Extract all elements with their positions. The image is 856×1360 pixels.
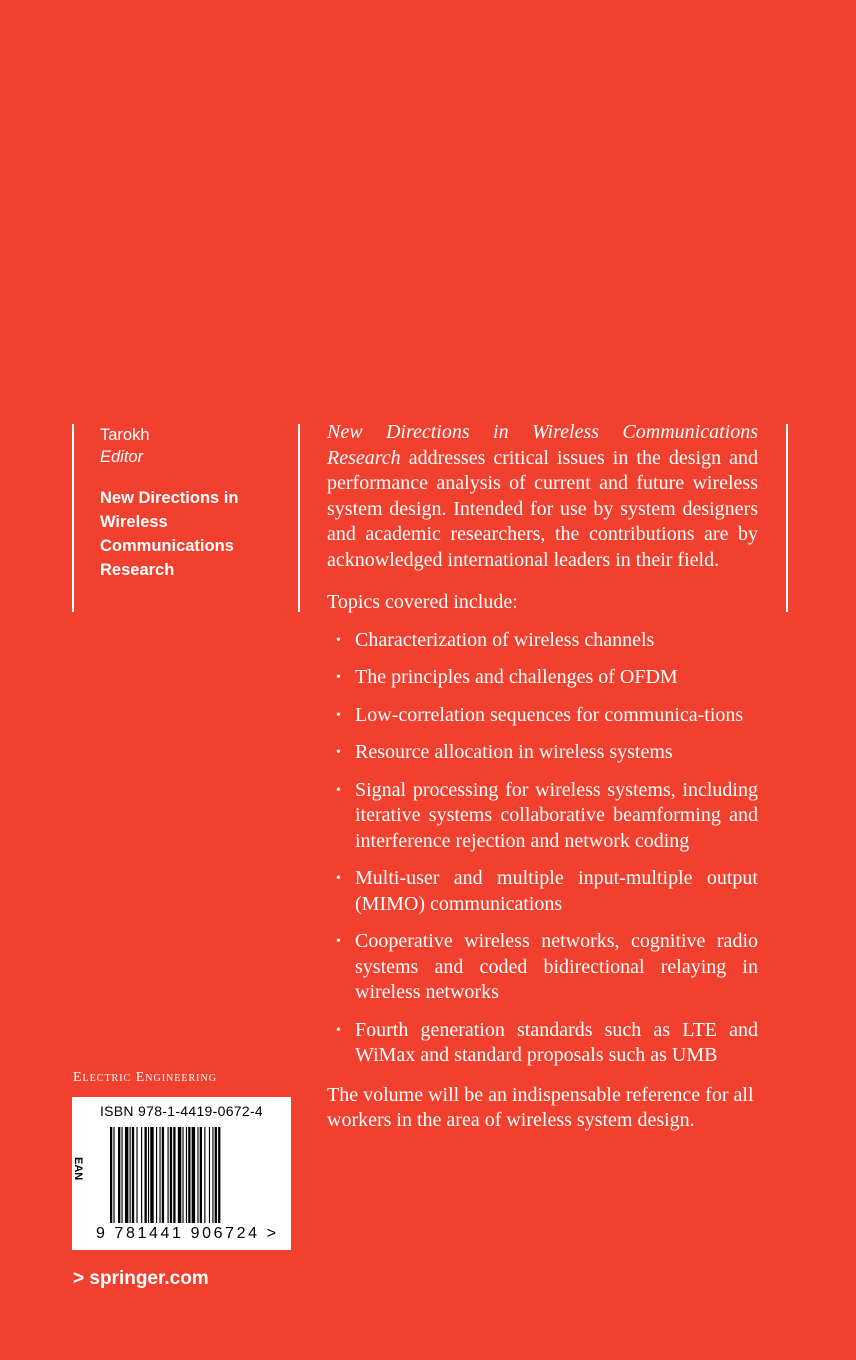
barcode-digits: 9 781441 906724 >: [96, 1225, 279, 1242]
topic-item: • Fourth generation standards such as LTE and WiMax and standard proposals such as UMB: [327, 1018, 758, 1069]
topic-list: [327, 628, 758, 1069]
barcode-bar: [136, 1127, 137, 1223]
topic-item: • Characterization of wireless channels: [327, 628, 758, 654]
barcode-bar: [110, 1127, 112, 1223]
category-text: Electric Engineering: [73, 1070, 217, 1085]
closing-text: The volume will be an indispensable reference for all workers in the area of wireless system design.: [327, 1083, 754, 1131]
barcode-bar: [182, 1127, 183, 1223]
barcode-bar: [168, 1127, 169, 1223]
barcode-bar: [145, 1127, 147, 1223]
barcode-bar: [209, 1127, 210, 1223]
description-title: New Directions in Wireless Communications Research: [327, 421, 758, 469]
category-label: [73, 1070, 217, 1086]
barcode-bar: [173, 1127, 175, 1223]
barcode-bar: [148, 1127, 149, 1223]
barcode-bar: [156, 1127, 157, 1223]
barcode-bar: [178, 1127, 181, 1223]
barcode-bar: [113, 1127, 114, 1223]
description-body: addresses critical issues in the design and performance analysis of current and future wireless system design. Intended for use by system designers and academic researchers, the contributions are by acknowledged international leaders in their field.: [327, 446, 758, 571]
barcode-bar: [192, 1127, 195, 1223]
topic-item: • Resource allocation in wireless systems: [327, 740, 758, 766]
barcode-bars: [110, 1127, 260, 1223]
barcode-bar: [141, 1127, 142, 1223]
topic-item: • Multi-user and multiple input-multiple output (MIMO) communications: [327, 866, 758, 917]
barcode-panel: [72, 1097, 291, 1250]
back-cover-text: [327, 420, 758, 1134]
barcode-bar: [186, 1127, 187, 1223]
barcode-bar: [132, 1127, 134, 1223]
book-title: New Directions in Wireless Communications Research: [100, 489, 239, 579]
barcode-bar: [170, 1127, 172, 1223]
topic-item: • Signal processing for wireless systems, including iterative systems collaborative beamforming and interference rejection and network coding: [327, 778, 758, 855]
barcode-bar: [159, 1127, 160, 1223]
barcode-bar: [204, 1127, 205, 1223]
barcode-bar: [122, 1127, 123, 1223]
left-divider-line: [72, 424, 74, 612]
isbn-label: ISBN 978-1-4419-0672-4: [99, 1103, 264, 1119]
right-divider-line: [786, 424, 788, 612]
middle-divider-line: [298, 424, 300, 612]
barcode-bar: [150, 1127, 153, 1223]
barcode-bar: [218, 1127, 220, 1223]
topic-item: • Cooperative wireless networks, cognitive radio systems and coded bidirectional relaying in wireless networks: [327, 929, 758, 1006]
barcode-bar: [125, 1127, 128, 1223]
topic-item: • Low-correlation sequences for communica-tions: [327, 703, 758, 729]
description: [327, 420, 758, 573]
barcode-bar: [200, 1127, 202, 1223]
editor-role: Editor: [100, 448, 144, 466]
barcode-bar: [118, 1127, 120, 1223]
springer-link[interactable]: > springer.com: [73, 1268, 209, 1289]
barcode-bar: [215, 1127, 217, 1223]
barcode-bar: [162, 1127, 164, 1223]
barcode-bar: [188, 1127, 190, 1223]
barcode-bar: [130, 1127, 131, 1223]
barcode-bar: [197, 1127, 198, 1223]
editor-block: [100, 424, 290, 582]
topics-intro: Topics covered include:: [327, 591, 518, 613]
ean-label: EAN: [72, 1157, 84, 1181]
topic-item: • The principles and challenges of OFDM: [327, 665, 758, 691]
barcode-bar: [212, 1127, 213, 1223]
editor-name: Tarokh: [100, 426, 150, 444]
